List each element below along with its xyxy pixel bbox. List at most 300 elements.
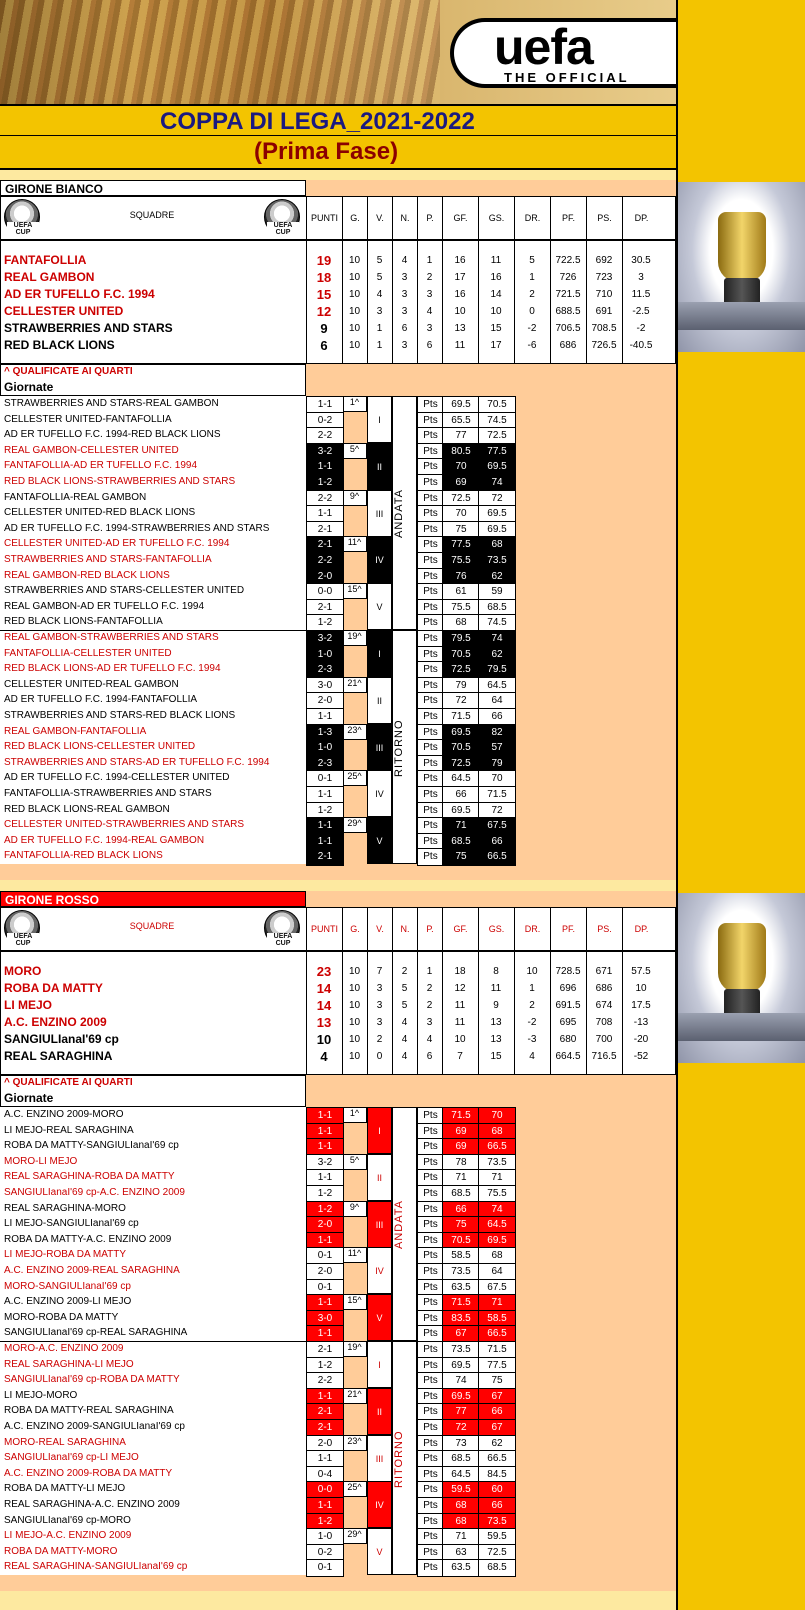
stat-dp: 11.5 (631, 289, 651, 300)
match-score: 2-1 (306, 848, 344, 866)
round-number: 11^ (342, 536, 367, 552)
pts-label: Pts (417, 1544, 444, 1562)
match-name: LI MEJO-MORO (4, 1389, 78, 1401)
qualified-label: ^ QUALIFICATE AI QUARTI (4, 1077, 133, 1088)
match-row (0, 427, 676, 443)
match-score: 3-0 (306, 1310, 344, 1328)
match-points-home: 72 (442, 692, 480, 710)
match-name: A.C. ENZINO 2009-REAL SARAGHINA (4, 1265, 180, 1276)
match-score: 1-1 (306, 1138, 344, 1156)
match-row (0, 1247, 676, 1263)
match-points-away: 71.5 (478, 786, 516, 804)
match-points-home: 75 (442, 848, 480, 866)
stat-gf: 16 (454, 255, 466, 266)
team-name: AD ER TUFELLO F.C. 1994 (4, 287, 155, 301)
stat-gf: 7 (457, 1051, 463, 1062)
match-score: 1-1 (306, 1294, 344, 1312)
match-score: 1-1 (306, 833, 344, 851)
match-score: 1-2 (306, 1185, 344, 1203)
stat-gf: 11 (454, 340, 466, 351)
match-name: SANGIULIanaI'69 cp-MORO (4, 1514, 131, 1526)
match-row (0, 521, 676, 537)
round-roman: I (367, 1107, 392, 1154)
pts-label: Pts (417, 474, 444, 492)
match-points-home: 77 (442, 1403, 480, 1421)
stat-pf: 686 (559, 340, 577, 351)
stat-dp: -13 (633, 1017, 649, 1028)
match-points-home: 69.5 (442, 1388, 480, 1406)
stat-p: 4 (426, 1034, 433, 1045)
match-points-home: 68.5 (442, 1185, 480, 1203)
squadre-header: SQUADRE (129, 921, 175, 931)
match-points-away: 79.5 (478, 661, 516, 679)
cup-label: UEFA CUP (267, 933, 299, 947)
match-row (0, 396, 676, 412)
team-name: FANTAFOLLIA (4, 253, 87, 267)
stat-pts: 14 (316, 981, 332, 996)
stat-v: 7 (376, 966, 383, 977)
match-row (0, 786, 676, 802)
match-row (0, 1388, 676, 1404)
trophy-cup (718, 212, 766, 282)
match-row (0, 1466, 676, 1482)
page-title: COPPA DI LEGA_2021-2022 (160, 108, 475, 135)
match-row (0, 1372, 676, 1388)
stat-g: 10 (348, 289, 361, 300)
stat-p: 6 (426, 1051, 433, 1062)
phase-separator (0, 630, 417, 631)
match-name: RED BLACK LIONS-REAL GAMBON (4, 803, 170, 815)
pts-label: Pts (417, 568, 444, 586)
match-row (0, 1559, 676, 1575)
stat-dp: 17.5 (631, 1000, 651, 1011)
standing-row (0, 320, 676, 337)
match-name: AD ER TUFELLO F.C. 1994-REAL GAMBON (4, 834, 205, 846)
match-points-away: 73.5 (478, 1513, 516, 1531)
stat-pts: 10 (316, 1032, 332, 1047)
stat-pts: 15 (316, 287, 332, 302)
stat-gs: 14 (490, 289, 502, 300)
stat-p: 2 (426, 272, 433, 283)
match-score: 2-2 (306, 490, 344, 508)
pts-label: Pts (417, 1372, 444, 1390)
match-points-away: 77.5 (478, 443, 516, 461)
match-points-away: 74.5 (478, 614, 516, 632)
match-score: 1-2 (306, 1357, 344, 1375)
team-name: MORO (4, 964, 42, 978)
match-row (0, 568, 676, 584)
pts-label: Pts (417, 1279, 444, 1297)
match-row (0, 630, 676, 646)
match-points-away: 68.5 (478, 1559, 516, 1577)
match-points-away: 62 (478, 646, 516, 664)
match-points-home: 72.5 (442, 661, 480, 679)
match-score: 0-0 (306, 1481, 344, 1499)
match-name: STRAWBERRIES AND STARS-REAL GAMBON (4, 398, 219, 409)
stat-gs: 9 (493, 1000, 499, 1011)
stat-pts: 9 (320, 321, 328, 336)
match-points-away: 69.5 (478, 521, 516, 539)
pts-label: Pts (417, 1138, 444, 1156)
match-row (0, 474, 676, 490)
stat-n: 4 (401, 1051, 408, 1062)
match-name: A.C. ENZINO 2009-ROBA DA MATTY (4, 1467, 173, 1479)
stat-gf: 18 (454, 966, 466, 977)
round-number: 15^ (342, 583, 367, 599)
match-score: 2-2 (306, 427, 344, 445)
phase-column-ritorno (392, 630, 417, 864)
round-number: 1^ (342, 396, 367, 412)
match-name: AD ER TUFELLO F.C. 1994-FANTAFOLLIA (4, 694, 198, 706)
stat-dr: 2 (529, 1000, 535, 1011)
stat-gs: 13 (490, 1017, 502, 1028)
match-points-away: 67.5 (478, 1279, 516, 1297)
logo-text: uefa (494, 19, 593, 75)
match-points-away: 75.5 (478, 1185, 516, 1203)
match-row (0, 412, 676, 428)
pts-label: Pts (417, 1185, 444, 1203)
stat-pts: 12 (316, 304, 332, 319)
match-points-away: 64.5 (478, 677, 516, 695)
match-name: SANGIULIanaI'69 cp-LI MEJO (4, 1452, 139, 1464)
match-row (0, 1185, 676, 1201)
stat-gs: 16 (490, 272, 502, 283)
pts-label: Pts (417, 1232, 444, 1250)
stat-v: 3 (376, 306, 383, 317)
pts-label: Pts (417, 677, 444, 695)
match-score: 1-1 (306, 817, 344, 835)
trophy-cup (718, 923, 766, 993)
match-points-away: 72 (478, 490, 516, 508)
match-points-home: 67 (442, 1325, 480, 1343)
match-score: 1-1 (306, 1497, 344, 1515)
match-points-home: 72 (442, 1419, 480, 1437)
pts-label: Pts (417, 661, 444, 679)
team-name: SANGIULIanaI'69 cp (4, 1032, 119, 1046)
match-row (0, 1279, 676, 1295)
standing-row (0, 303, 676, 320)
match-name: FANTAFOLLIA-REAL GAMBON (4, 491, 147, 503)
round-number: 25^ (342, 1481, 367, 1497)
match-points-home: 71 (442, 1169, 480, 1187)
match-points-home: 73.5 (442, 1263, 480, 1281)
pts-label: Pts (417, 1247, 444, 1265)
match-points-home: 70.5 (442, 1232, 480, 1250)
team-name: REAL SARAGHINA (4, 1049, 113, 1063)
stat-ps: 692 (595, 255, 613, 266)
match-points-home: 69.5 (442, 1357, 480, 1375)
stat-gf: 13 (454, 323, 466, 334)
pts-label: Pts (417, 412, 444, 430)
pts-label: Pts (417, 1466, 444, 1484)
match-row (0, 599, 676, 615)
round-roman: II (367, 677, 392, 724)
round-roman: II (367, 443, 392, 490)
phase-column-andata (392, 396, 417, 630)
pts-label: Pts (417, 536, 444, 554)
pts-label: Pts (417, 1123, 444, 1141)
stat-v: 3 (376, 983, 383, 994)
round-roman: II (367, 1154, 392, 1201)
match-name: MORO-REAL SARAGHINA (4, 1436, 126, 1448)
match-name: SANGIULIanaI'69 cp-REAL SARAGHINA (4, 1327, 188, 1339)
match-points-away: 77.5 (478, 1357, 516, 1375)
round-number: 23^ (342, 1435, 367, 1451)
stat-pf: 696 (559, 983, 577, 994)
match-points-away: 74.5 (478, 412, 516, 430)
team-name: CELLESTER UNITED (4, 304, 124, 318)
stat-g: 10 (348, 1000, 361, 1011)
stat-ps: 671 (595, 966, 613, 977)
match-row (0, 848, 676, 864)
stat-dr: 4 (529, 1051, 535, 1062)
stat-gf: 12 (454, 983, 466, 994)
pts-label: Pts (417, 1154, 444, 1172)
stat-gs: 13 (490, 1034, 502, 1045)
col-header-pts: PUNTI (306, 196, 342, 240)
group-name: GIRONE ROSSO (0, 891, 306, 907)
round-roman: V (367, 1294, 392, 1341)
stat-p: 6 (426, 340, 433, 351)
match-score: 2-1 (306, 1403, 344, 1421)
pts-label: Pts (417, 396, 444, 414)
match-points-away: 82 (478, 724, 516, 742)
standing-row (0, 1031, 676, 1048)
match-points-home: 73.5 (442, 1341, 480, 1359)
stat-v: 1 (376, 323, 383, 334)
match-name: CELLESTER UNITED-FANTAFOLLIA (4, 413, 172, 425)
match-points-home: 69 (442, 1138, 480, 1156)
match-name: CELLESTER UNITED-AD ER TUFELLO F.C. 1994 (4, 538, 230, 550)
match-score: 1-2 (306, 614, 344, 632)
stat-n: 6 (401, 323, 408, 334)
match-name: FANTAFOLLIA-STRAWBERRIES AND STARS (4, 788, 212, 799)
match-points-away: 71 (478, 1294, 516, 1312)
match-score: 3-2 (306, 630, 344, 648)
standing-row (0, 997, 676, 1014)
match-score: 1-1 (306, 505, 344, 523)
match-row (0, 1232, 676, 1248)
match-name: RED BLACK LIONS-CELLESTER UNITED (4, 741, 196, 753)
match-points-home: 71.5 (442, 708, 480, 726)
pts-label: Pts (417, 708, 444, 726)
stat-ps: 726.5 (591, 340, 617, 351)
pts-label: Pts (417, 848, 444, 866)
match-points-home: 70.5 (442, 646, 480, 664)
stat-ps: 723 (595, 272, 613, 283)
uefa-cup-icon (264, 199, 300, 235)
stat-pts: 18 (316, 270, 332, 285)
col-header-gs: GS. (478, 907, 514, 951)
stat-gf: 11 (454, 1000, 466, 1011)
match-score: 2-3 (306, 755, 344, 773)
match-points-home: 75.5 (442, 552, 480, 570)
pts-label: Pts (417, 1201, 444, 1219)
stat-gf: 17 (454, 272, 466, 283)
match-points-away: 74 (478, 1201, 516, 1219)
match-points-home: 69 (442, 474, 480, 492)
round-number: 21^ (342, 677, 367, 693)
phase-label-andata: ANDATA (393, 1200, 405, 1250)
phase-column-andata (392, 1107, 417, 1341)
stat-dr: 2 (529, 289, 535, 300)
match-score: 1-1 (306, 1325, 344, 1343)
stat-v: 3 (376, 1017, 383, 1028)
match-points-away: 68 (478, 1123, 516, 1141)
match-row (0, 1403, 676, 1419)
match-points-away: 72.5 (478, 1544, 516, 1562)
round-number: 9^ (342, 490, 367, 506)
pts-label: Pts (417, 1513, 444, 1531)
match-points-away: 66.5 (478, 1450, 516, 1468)
match-score: 2-1 (306, 521, 344, 539)
match-points-away: 69.5 (478, 458, 516, 476)
match-points-home: 68 (442, 1497, 480, 1515)
stat-dp: -20 (633, 1034, 649, 1045)
pts-label: Pts (417, 1169, 444, 1187)
stat-p: 3 (426, 1017, 433, 1028)
stat-dp: 57.5 (631, 966, 651, 977)
pts-label: Pts (417, 630, 444, 648)
standing-row (0, 252, 676, 269)
stat-pts: 19 (316, 253, 332, 268)
match-points-home: 71.5 (442, 1294, 480, 1312)
match-name: REAL GAMBON-FANTAFOLLIA (4, 725, 147, 737)
col-header-gf: GF. (442, 907, 478, 951)
stat-dr: -2 (527, 1017, 537, 1028)
match-points-home: 83.5 (442, 1310, 480, 1328)
pts-label: Pts (417, 1263, 444, 1281)
pts-label: Pts (417, 646, 444, 664)
match-points-away: 66.5 (478, 1325, 516, 1343)
round-roman: I (367, 630, 392, 677)
match-points-home: 79.5 (442, 630, 480, 648)
match-name: STRAWBERRIES AND STARS-CELLESTER UNITED (4, 585, 245, 597)
match-name: ROBA DA MATTY-MORO (4, 1545, 118, 1557)
round-number: 23^ (342, 724, 367, 740)
pts-label: Pts (417, 770, 444, 788)
stat-pts: 6 (320, 338, 328, 353)
col-header-p: P. (417, 907, 442, 951)
match-score: 0-2 (306, 1544, 344, 1562)
match-points-home: 70 (442, 458, 480, 476)
match-score: 1-1 (306, 1123, 344, 1141)
match-points-away: 70.5 (478, 396, 516, 414)
cup-label: UEFA CUP (267, 222, 299, 236)
match-row (0, 490, 676, 506)
stat-pf: 726 (559, 272, 577, 283)
standing-row (0, 286, 676, 303)
match-points-away: 68 (478, 1247, 516, 1265)
stat-v: 2 (376, 1034, 383, 1045)
match-row (0, 724, 676, 740)
match-row (0, 505, 676, 521)
match-row (0, 458, 676, 474)
match-score: 0-2 (306, 412, 344, 430)
round-roman: IV (367, 1481, 392, 1528)
match-points-home: 74 (442, 1372, 480, 1390)
pts-label: Pts (417, 833, 444, 851)
match-row (0, 1201, 676, 1217)
col-header-dr: DR. (514, 907, 550, 951)
match-points-home: 68.5 (442, 1450, 480, 1468)
stat-pts: 4 (320, 1049, 328, 1064)
pts-label: Pts (417, 490, 444, 508)
subtitle-bar (0, 136, 676, 170)
round-roman: V (367, 817, 392, 864)
stat-pf: 691.5 (555, 1000, 581, 1011)
stat-pf: 695 (559, 1017, 577, 1028)
pts-label: Pts (417, 583, 444, 601)
stat-p: 3 (426, 323, 433, 334)
stat-gs: 17 (490, 340, 502, 351)
stat-pf: 721.5 (555, 289, 581, 300)
match-score: 3-2 (306, 1154, 344, 1172)
pts-label: Pts (417, 1357, 444, 1375)
round-number: 19^ (342, 1341, 367, 1357)
pts-label: Pts (417, 1559, 444, 1577)
stat-p: 3 (426, 289, 433, 300)
match-row (0, 661, 676, 677)
col-header-v: V. (367, 907, 392, 951)
stat-gf: 10 (454, 1034, 466, 1045)
team-name: ROBA DA MATTY (4, 981, 103, 995)
match-score: 1-1 (306, 708, 344, 726)
round-number: 15^ (342, 1294, 367, 1310)
match-name: RED BLACK LIONS-FANTAFOLLIA (4, 616, 163, 628)
match-score: 2-3 (306, 661, 344, 679)
stat-gs: 11 (490, 983, 502, 994)
col-header-dp: DP. (622, 907, 660, 951)
stat-ps: 710 (595, 289, 613, 300)
stat-pts: 23 (316, 964, 332, 979)
match-points-away: 72.5 (478, 427, 516, 445)
match-name: LI MEJO-A.C. ENZINO 2009 (4, 1530, 132, 1542)
uefa-cup-icon (4, 199, 40, 235)
round-roman: V (367, 1528, 392, 1575)
match-points-home: 68.5 (442, 833, 480, 851)
stat-ps: 708 (595, 1017, 613, 1028)
stat-p: 1 (426, 966, 433, 977)
stat-gs: 15 (490, 1051, 502, 1062)
match-score: 1-0 (306, 646, 344, 664)
match-name: A.C. ENZINO 2009-MORO (4, 1109, 124, 1120)
match-name: ROBA DA MATTY-REAL SARAGHINA (4, 1405, 174, 1417)
pts-label: Pts (417, 1107, 444, 1125)
match-name: REAL SARAGHINA-A.C. ENZINO 2009 (4, 1499, 180, 1510)
match-name: LI MEJO-SANGIULIanaI'69 cp (4, 1218, 139, 1230)
pts-label: Pts (417, 692, 444, 710)
match-points-away: 72 (478, 802, 516, 820)
round-number: 9^ (342, 1201, 367, 1217)
stat-gs: 10 (490, 306, 502, 317)
stat-g: 10 (348, 340, 361, 351)
pts-label: Pts (417, 802, 444, 820)
match-points-away: 75 (478, 1372, 516, 1390)
squadre-header: SQUADRE (129, 210, 175, 220)
match-points-home: 69 (442, 1123, 480, 1141)
standing-row (0, 963, 676, 980)
stat-pts: 14 (316, 998, 332, 1013)
round-roman: V (367, 583, 392, 630)
stat-dp: -52 (633, 1051, 649, 1062)
match-score: 1-2 (306, 802, 344, 820)
match-row (0, 1325, 676, 1341)
stat-n: 3 (401, 272, 408, 283)
match-score: 2-2 (306, 1372, 344, 1390)
match-row (0, 443, 676, 459)
giornate-label: Giornate (4, 380, 54, 394)
